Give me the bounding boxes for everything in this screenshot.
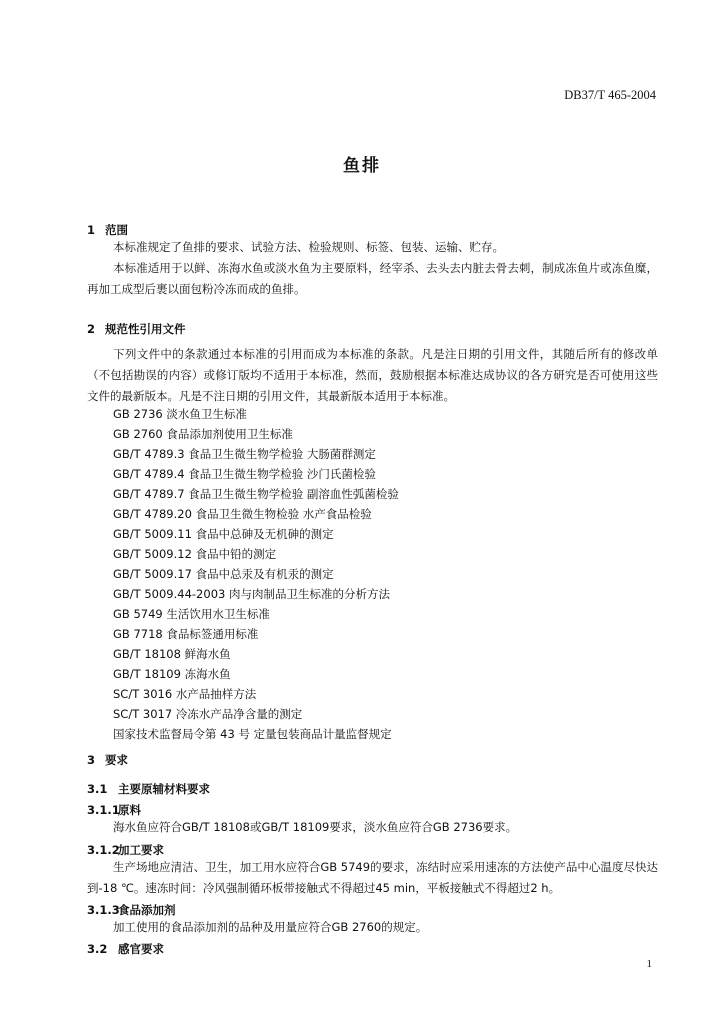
section-3-1-1-heading (87, 802, 141, 818)
section-number: 2 (87, 322, 96, 336)
page-title: 鱼排 (343, 156, 381, 176)
section-number: 1 (87, 223, 96, 237)
section-3-2-heading (87, 941, 164, 957)
additives-paragraph: 加工使用的食品添加剂的品种及用量应符合GB 2760的规定。 (113, 920, 428, 934)
reference-item: GB/T 4789.7 食品卫生微生物学检验 副溶血性弧菌检验 (113, 487, 399, 501)
reference-item: GB/T 5009.12 食品中铅的测定 (113, 547, 277, 561)
reference-item: GB/T 18109 冻海水鱼 (113, 667, 231, 681)
section-title: 规范性引用文件 (105, 322, 186, 336)
section-number: 3.1.2 (87, 843, 120, 857)
reference-item: SC/T 3016 水产品抽样方法 (113, 687, 257, 701)
standard-code: DB37/T 465-2004 (564, 88, 656, 102)
section-number: 3 (87, 753, 96, 767)
section-title: 要求 (105, 753, 128, 767)
section-title: 加工要求 (118, 843, 164, 857)
section-2-heading (87, 321, 186, 337)
processing-paragraph: 生产场地应清洁、卫生，加工用水应符合GB 5749的要求，冻结时应采用速冻的方法使产品中心温度尽快达到-18 ℃。速冻时间：冷风强制循环板带接触式不得超过45 min，平板接触式不得超过2 h。 (87, 860, 658, 895)
section-title: 食品添加剂 (118, 903, 176, 917)
reference-item: GB/T 4789.4 食品卫生微生物学检验 沙门氏菌检验 (113, 467, 376, 481)
section-number: 3.1.3 (87, 903, 120, 917)
section-title: 原料 (118, 803, 141, 817)
scope-paragraph-1: 本标准规定了鱼排的要求、试验方法、检验规则、标签、包装、运输、贮存。 (113, 240, 504, 254)
reference-item: GB 2736 淡水鱼卫生标准 (113, 407, 247, 421)
references-intro-paragraph: 下列文件中的条款通过本标准的引用而成为本标准的条款。凡是注日期的引用文件，其随后所有的修改单（不包括勘误的内容）或修订版均不适用于本标准，然而，鼓励根据本标准达成协议的各方研究是否可使用这些文件的最新版本。凡是不注日期的引用文件，其最新版本适用于本标准。 (87, 347, 658, 403)
section-3-heading (87, 752, 128, 768)
reference-item: GB/T 4789.20 食品卫生微生物检验 水产食品检验 (113, 507, 372, 521)
reference-item: GB 2760 食品添加剂使用卫生标准 (113, 427, 293, 441)
section-3-1-2-heading (87, 842, 164, 858)
section-number: 3.1.1 (87, 803, 120, 817)
raw-material-paragraph: 海水鱼应符合GB/T 18108或GB/T 18109要求，淡水鱼应符合GB 2736要求。 (113, 820, 518, 834)
section-3-1-3-heading (87, 902, 176, 918)
reference-item: GB/T 5009.11 食品中总砷及无机砷的测定 (113, 527, 334, 541)
reference-item: SC/T 3017 冷冻水产品净含量的测定 (113, 707, 303, 721)
page-number: 1 (646, 958, 652, 970)
section-title: 感官要求 (118, 942, 164, 956)
reference-item: GB/T 5009.17 食品中总汞及有机汞的测定 (113, 567, 334, 581)
section-1-heading (87, 222, 128, 238)
reference-item: GB/T 5009.44-2003 肉与肉制品卫生标准的分析方法 (113, 587, 390, 601)
reference-item: GB 5749 生活饮用水卫生标准 (113, 607, 270, 621)
reference-item: GB/T 18108 鲜海水鱼 (113, 647, 231, 661)
reference-item: GB/T 4789.3 食品卫生微生物学检验 大肠菌群测定 (113, 447, 376, 461)
scope-paragraph-2: 本标准适用于以鲜、冻海水鱼或淡水鱼为主要原料，经宰杀、去头去内脏去骨去刺，制成冻鱼片或冻鱼糜，再加工成型后裹以面包粉冷冻而成的鱼排。 (87, 261, 658, 296)
section-title: 范围 (105, 223, 128, 237)
section-title: 主要原辅材料要求 (118, 782, 210, 796)
section-number: 3.2 (87, 942, 108, 956)
reference-item: 国家技术监督局令第 43 号 定量包装商品计量监督规定 (113, 727, 392, 741)
reference-item: GB 7718 食品标签通用标准 (113, 627, 259, 641)
section-3-1-heading (87, 781, 210, 797)
section-number: 3.1 (87, 782, 108, 796)
